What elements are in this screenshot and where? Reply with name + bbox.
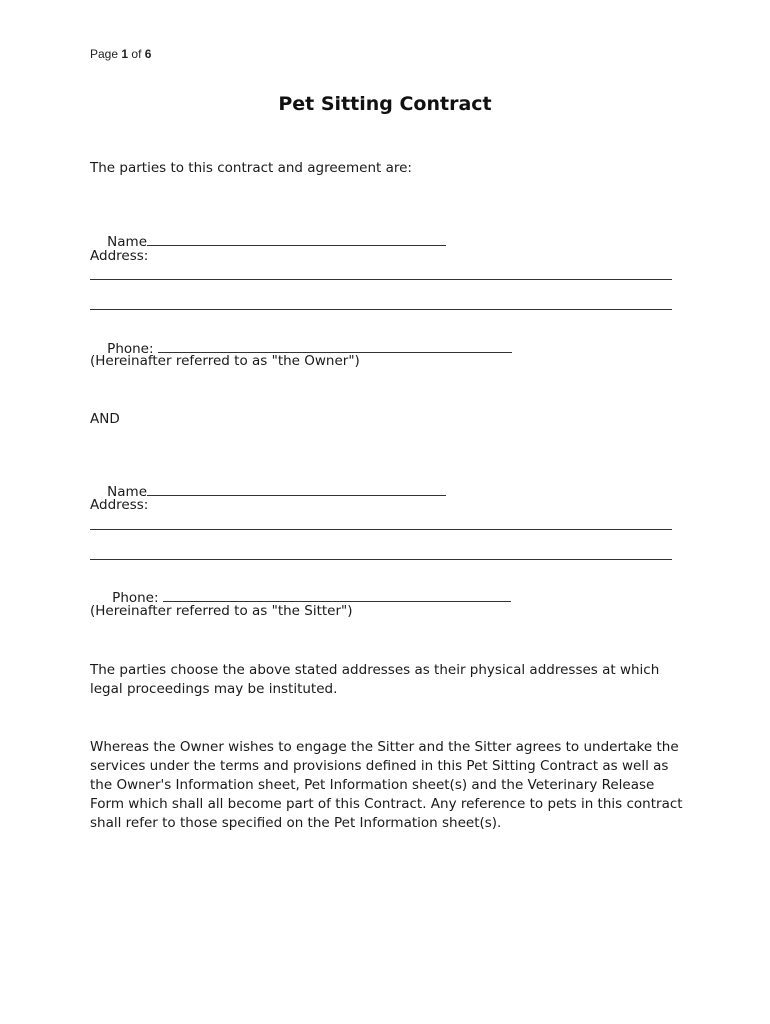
owner-name-label: Name xyxy=(107,234,147,250)
document-title: Pet Sitting Contract xyxy=(278,93,492,115)
owner-phone-label: Phone: xyxy=(107,341,154,357)
owner-referred-text: (Hereinafter referred to as "the Owner") xyxy=(90,353,360,369)
page-current: 1 xyxy=(121,47,129,61)
owner-address-label: Address: xyxy=(90,248,149,264)
addresses-paragraph: The parties choose the above stated addresses as their physical addresses at which legal proceedings may be instituted. xyxy=(90,662,660,697)
page-number xyxy=(90,47,151,61)
whereas-paragraph: Whereas the Owner wishes to engage the Sitter and the Sitter agrees to undertake the services under the terms and provisions defined in this Pet Sitting Contract as well as the Owner's Information sheet, Pet Information sheet(s) and the Veterinary Release Form which shall all become part of this Contract. Any reference to pets in this contract shall refer to those specified on the Pet Information sheet(s). xyxy=(90,739,683,831)
page-of: of xyxy=(131,47,142,61)
sitter-address-label: Address: xyxy=(90,497,149,513)
page-total: 6 xyxy=(144,47,152,61)
intro-text: The parties to this contract and agreement are: xyxy=(90,160,412,176)
and-text: AND xyxy=(90,411,120,427)
owner-address-blank-1[interactable] xyxy=(90,279,672,280)
sitter-name-blank[interactable] xyxy=(147,494,446,496)
owner-name-blank[interactable] xyxy=(147,244,446,246)
sitter-referred-text: (Hereinafter referred to as "the Sitter") xyxy=(90,603,353,619)
sitter-phone-blank[interactable] xyxy=(163,600,511,602)
owner-address-blank-2[interactable] xyxy=(90,309,672,310)
page-prefix: Page xyxy=(90,47,119,61)
sitter-address-blank-2[interactable] xyxy=(90,559,672,560)
sitter-phone-label: Phone: xyxy=(112,590,159,606)
sitter-address-blank-1[interactable] xyxy=(90,529,672,530)
sitter-name-label: Name xyxy=(107,484,147,500)
